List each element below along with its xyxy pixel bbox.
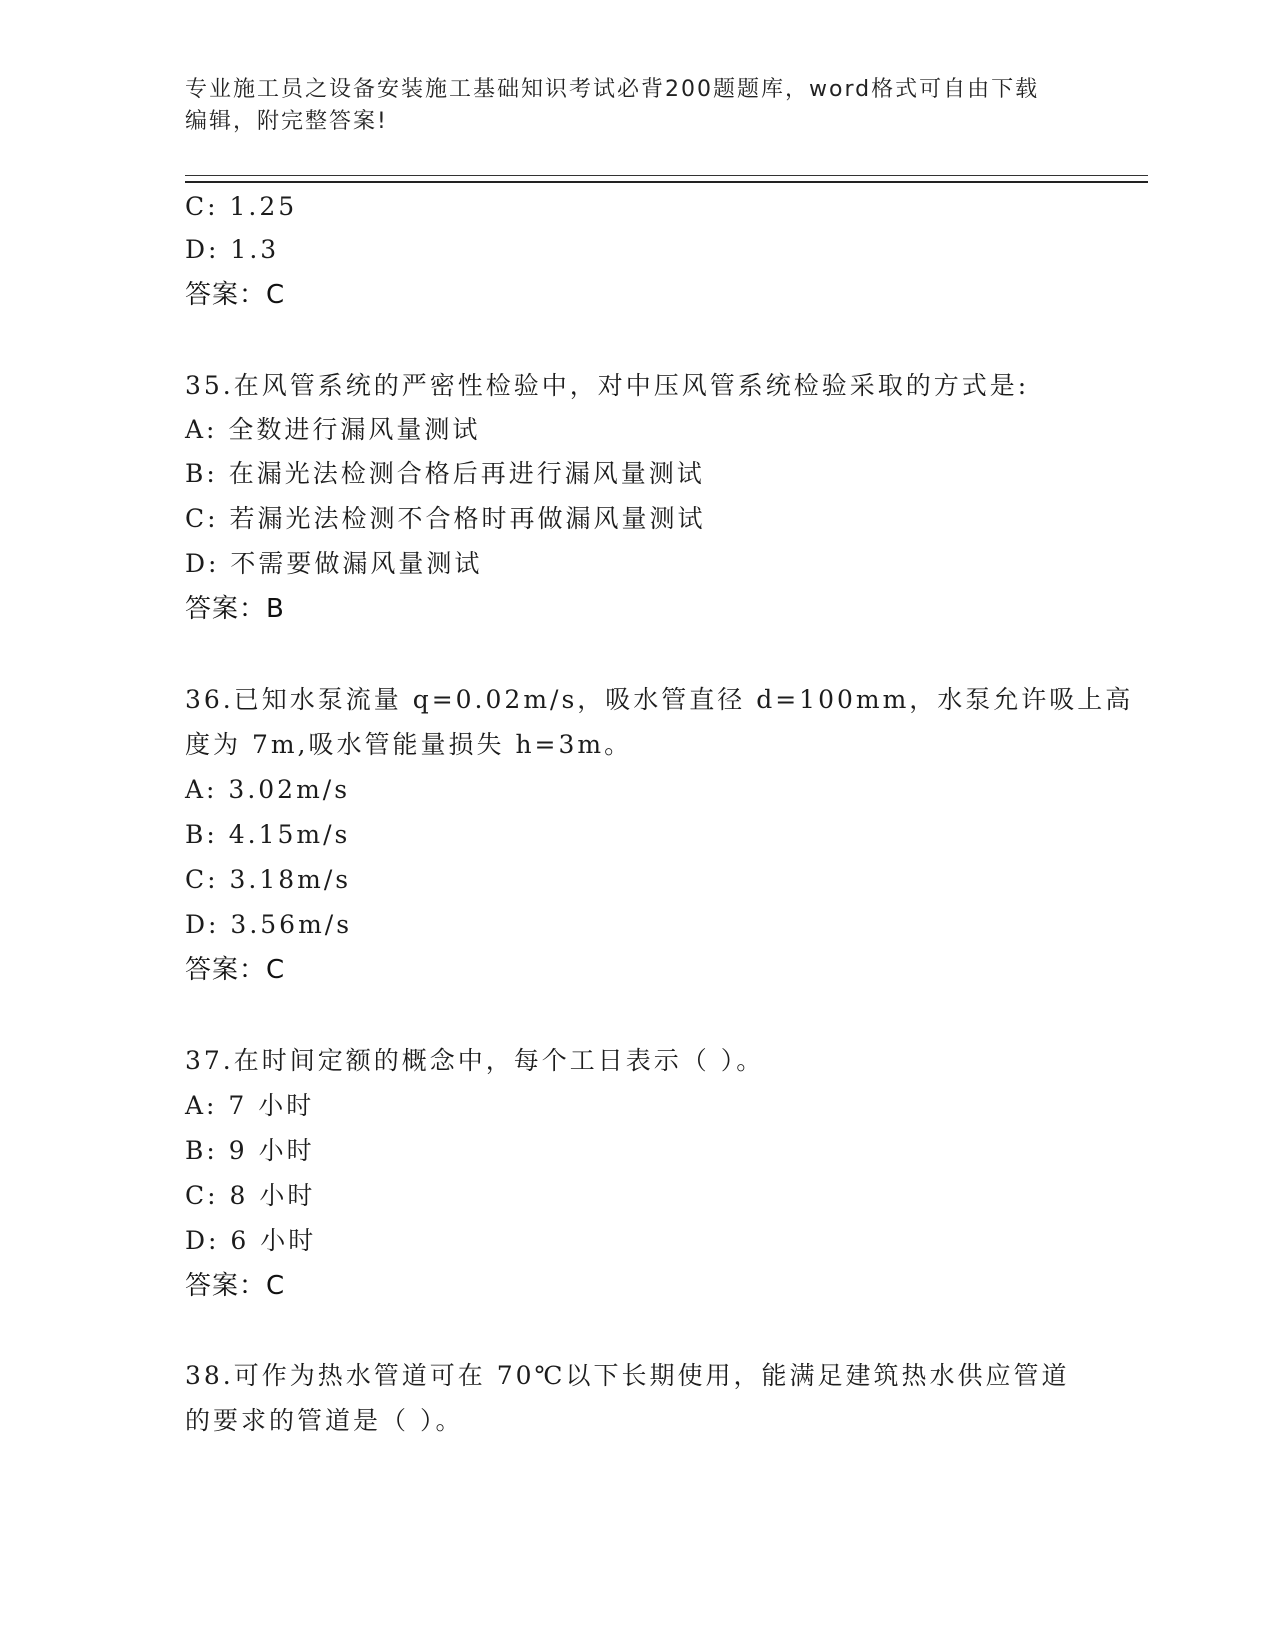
header-divider-thin	[185, 175, 1148, 176]
q37-option-d: D: 6 小时	[185, 1226, 317, 1255]
q36-option-b: B: 4.15m/s	[185, 820, 351, 849]
q37-stem: 37.在时间定额的概念中，每个工日表示（ ）。	[185, 1046, 765, 1075]
q36-option-a: A: 3.02m/s	[185, 775, 351, 804]
q38-stem-line1: 38.可作为热水管道可在 70℃以下长期使用，能满足建筑热水供应管道	[185, 1361, 1070, 1390]
q36-stem-line1: 36.已知水泵流量 q=0.02m/s，吸水管直径 d=100mm，水泵允许吸上高	[185, 685, 1134, 714]
q36-answer: 答案：C	[185, 955, 286, 985]
q37-answer: 答案：C	[185, 1271, 286, 1301]
q37-option-c: C: 8 小时	[185, 1181, 316, 1210]
q37-option-a: A: 7 小时	[185, 1091, 315, 1120]
q36-option-c: C: 3.18m/s	[185, 865, 352, 894]
prev-option-c: C: 1.25	[185, 192, 298, 221]
header-divider-thick	[185, 181, 1148, 183]
q35-answer: 答案：B	[185, 594, 285, 624]
document-header	[185, 74, 1085, 138]
q38-stem-line2: 的要求的管道是（ ）。	[185, 1406, 464, 1435]
q36-stem-line2: 度为 7m,吸水管能量损失 h=3m。	[185, 730, 633, 759]
prev-answer: 答案：C	[185, 280, 286, 310]
q35-option-b: B: 在漏光法检测合格后再进行漏风量测试	[185, 459, 705, 488]
header-title-line2: 编辑，附完整答案!	[185, 109, 388, 134]
q35-option-c: C: 若漏光法检测不合格时再做漏风量测试	[185, 504, 706, 533]
q35-option-d: D: 不需要做漏风量测试	[185, 549, 483, 578]
prev-option-d: D: 1.3	[185, 235, 280, 264]
q36-option-d: D: 3.56m/s	[185, 910, 353, 939]
q37-option-b: B: 9 小时	[185, 1136, 315, 1165]
q35-option-a: A: 全数进行漏风量测试	[185, 415, 481, 444]
header-title-line1: 专业施工员之设备安装施工基础知识考试必背200题题库，word格式可自由下载	[185, 77, 1040, 102]
q35-stem: 35.在风管系统的严密性检验中，对中压风管系统检验采取的方式是:	[185, 371, 1030, 400]
